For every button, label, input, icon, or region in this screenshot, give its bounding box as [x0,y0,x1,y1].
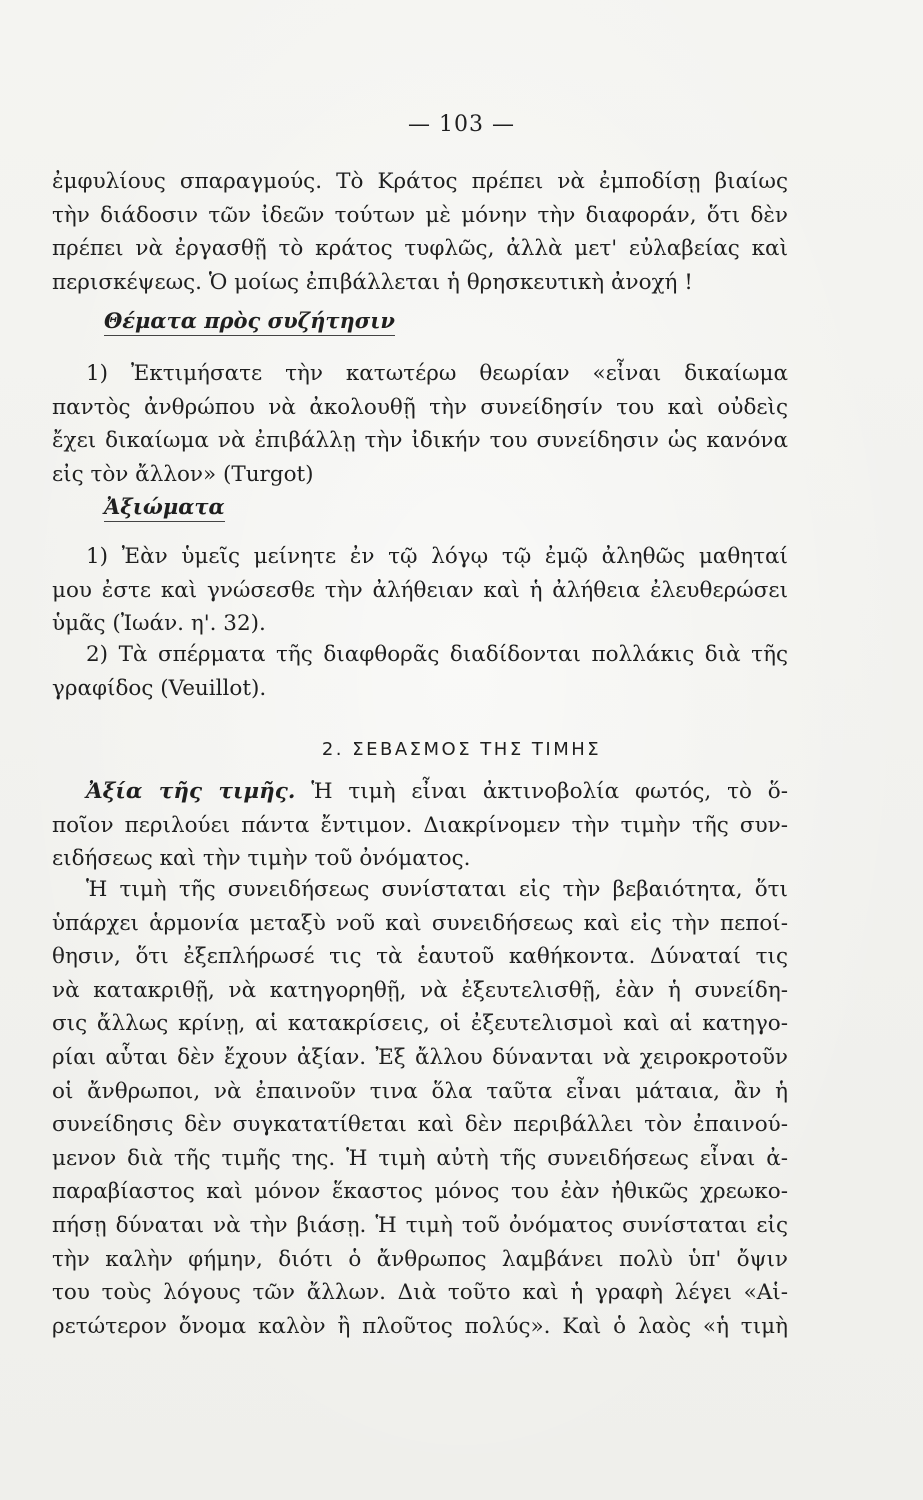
text-line: 2) Τὰ σπέρματα τῆς διαφθορᾶς διαδίδονται πολλάκις διὰ τῆς [86,642,788,667]
text-line: συνείδησις δὲν συγκατατίθεται καὶ δὲν περιβάλλει τὸν ἐπαινού- [52,1112,788,1138]
text-line: τὴν καλὴν φήμην, διότι ὁ ἄνθρωπος λαμβάνει πολὺ ὑπ' ὄψιν [52,1246,788,1272]
text-line: ὑπάρχει ἁρμονία μεταξὺ νοῦ καὶ συνειδήσεως καὶ εἰς τὴν πεποί- [52,910,788,936]
text-line: ρίαι αὗται δὲν ἔχουν ἀξίαν. Ἐξ ἄλλου δύνανται νὰ χειροκροτοῦν [52,1044,788,1070]
text-line: παντὸς ἀνθρώπου νὰ ἀκολουθῇ τὴν συνείδησίν του καὶ οὐδεὶς [52,394,788,420]
topics-heading: Θέματα πρὸς συζήτησιν [104,308,395,336]
honor-paragraph [52,775,788,876]
text-line: ἐμφυλίους σπαραγμούς. Τὸ Κράτος πρέπει νὰ ἐμποδίσῃ βιαίως [52,169,788,194]
text-line: μενον διὰ τῆς τιμῆς της. Ἡ τιμὴ αὐτὴ τῆς συνειδήσεως εἶναι ἀ- [52,1145,788,1171]
text-line: νὰ κατακριθῇ, νὰ κατηγορηθῇ, νὰ ἐξευτελισθῇ, ἐὰν ἡ συνείδη- [52,977,788,1003]
text-line: ποῖον περιλούει πάντα ἔντιμον. Διακρίνομεν τὴν τιμὴν τῆς συν- [52,812,788,838]
intro-paragraph [52,165,788,299]
axiom-1-paragraph [52,540,788,641]
text-line [52,775,788,809]
text-line: μου ἐστε καὶ γνώσεσθε τὴν ἀλήθειαν καὶ ἡ ἀλήθεια ἐλευθερώσει [52,577,788,603]
axioms-heading: Ἀξιώματα [104,494,225,522]
text-line: τὴν διάδοσιν τῶν ἰδεῶν τούτων μὲ μόνην τὴν διαφοράν, ὅτι δὲν [52,202,788,228]
topic-1-paragraph [52,357,788,491]
honor-label: Ἀξία τῆς τιμῆς. [86,779,296,804]
page-number: — 103 — [408,112,515,137]
text-line: παραβίαστος καὶ μόνον ἕκαστος μόνος του ἐὰν ἠθικῶς χρεωκο- [52,1179,788,1205]
text-line: Ἡ τιμὴ τῆς συνειδήσεως συνίσταται εἰς τὴν βεβαιότητα, ὅτι [86,877,788,902]
text-line: περισκέψεως. Ὁ μοίως ἐπιβάλλεται ἡ θρησκευτικὴ ἀνοχή ! [52,269,693,295]
text-line: σις ἄλλως κρίνῃ, αἱ κατακρίσεις, οἱ ἐξευτελισμοὶ καὶ αἱ κατηγο- [52,1011,788,1037]
conscience-paragraph [52,873,788,1343]
section-title: 2. ΣΕΒΑΣΜΟΣ ΤΗΣ ΤΙΜΗΣ [321,739,602,760]
text-line: πήσῃ δύναται νὰ τὴν βιάσῃ. Ἡ τιμὴ τοῦ ὀνόματος συνίσταται εἰς [52,1212,788,1238]
text-line: γραφίδος (Veuillot). [52,675,267,701]
text-line: του τοὺς λόγους τῶν ἄλλων. Διὰ τοῦτο καὶ ἡ γραφὴ λέγει «Αἱ- [52,1280,788,1306]
text-line: πρέπει νὰ ἐργασθῇ τὸ κράτος τυφλῶς, ἀλλὰ μετ' εὐλαβείας καὶ [52,236,788,262]
text-line: οἱ ἄνθρωποι, νὰ ἐπαινοῦν τινα ὅλα ταῦτα εἶναι μάταια, ἂν ἡ [52,1078,788,1104]
text-line: εἰς τὸν ἄλλον» (Turgot) [52,461,314,487]
text-line: θησιν, ὅτι ἐξεπλήρωσέ τις τὰ ἑαυτοῦ καθήκοντα. Δύναταί τις [52,944,788,970]
text-line: ειδήσεως καὶ τὴν τιμὴν τοῦ ὀνόματος. [52,846,471,872]
text-line: ἔχει δικαίωμα νὰ ἐπιβάλλῃ τὴν ἰδικήν του συνείδησιν ὡς κανόνα [52,428,788,454]
axiom-2-paragraph [52,638,788,705]
honor-first-line-text: Ἡ τιμὴ εἶναι ἀκτινοβολία φωτός, τὸ ὅ- [311,779,789,804]
text-line: ρετώτερον ὄνομα καλὸν ἢ πλοῦτος πολύς». Καὶ ὁ λαὸς «ἡ τιμὴ [52,1313,788,1339]
text-line: ὑμᾶς (Ἰωάν. η'. 32). [52,611,266,637]
text-line: 1) Ἐκτιμήσατε τὴν κατωτέρω θεωρίαν «εἶναι δικαίωμα [86,361,788,386]
text-line: 1) Ἐὰν ὑμεῖς μείνητε ἐν τῷ λόγῳ τῷ ἐμῷ ἀληθῶς μαθηταί [86,544,788,569]
